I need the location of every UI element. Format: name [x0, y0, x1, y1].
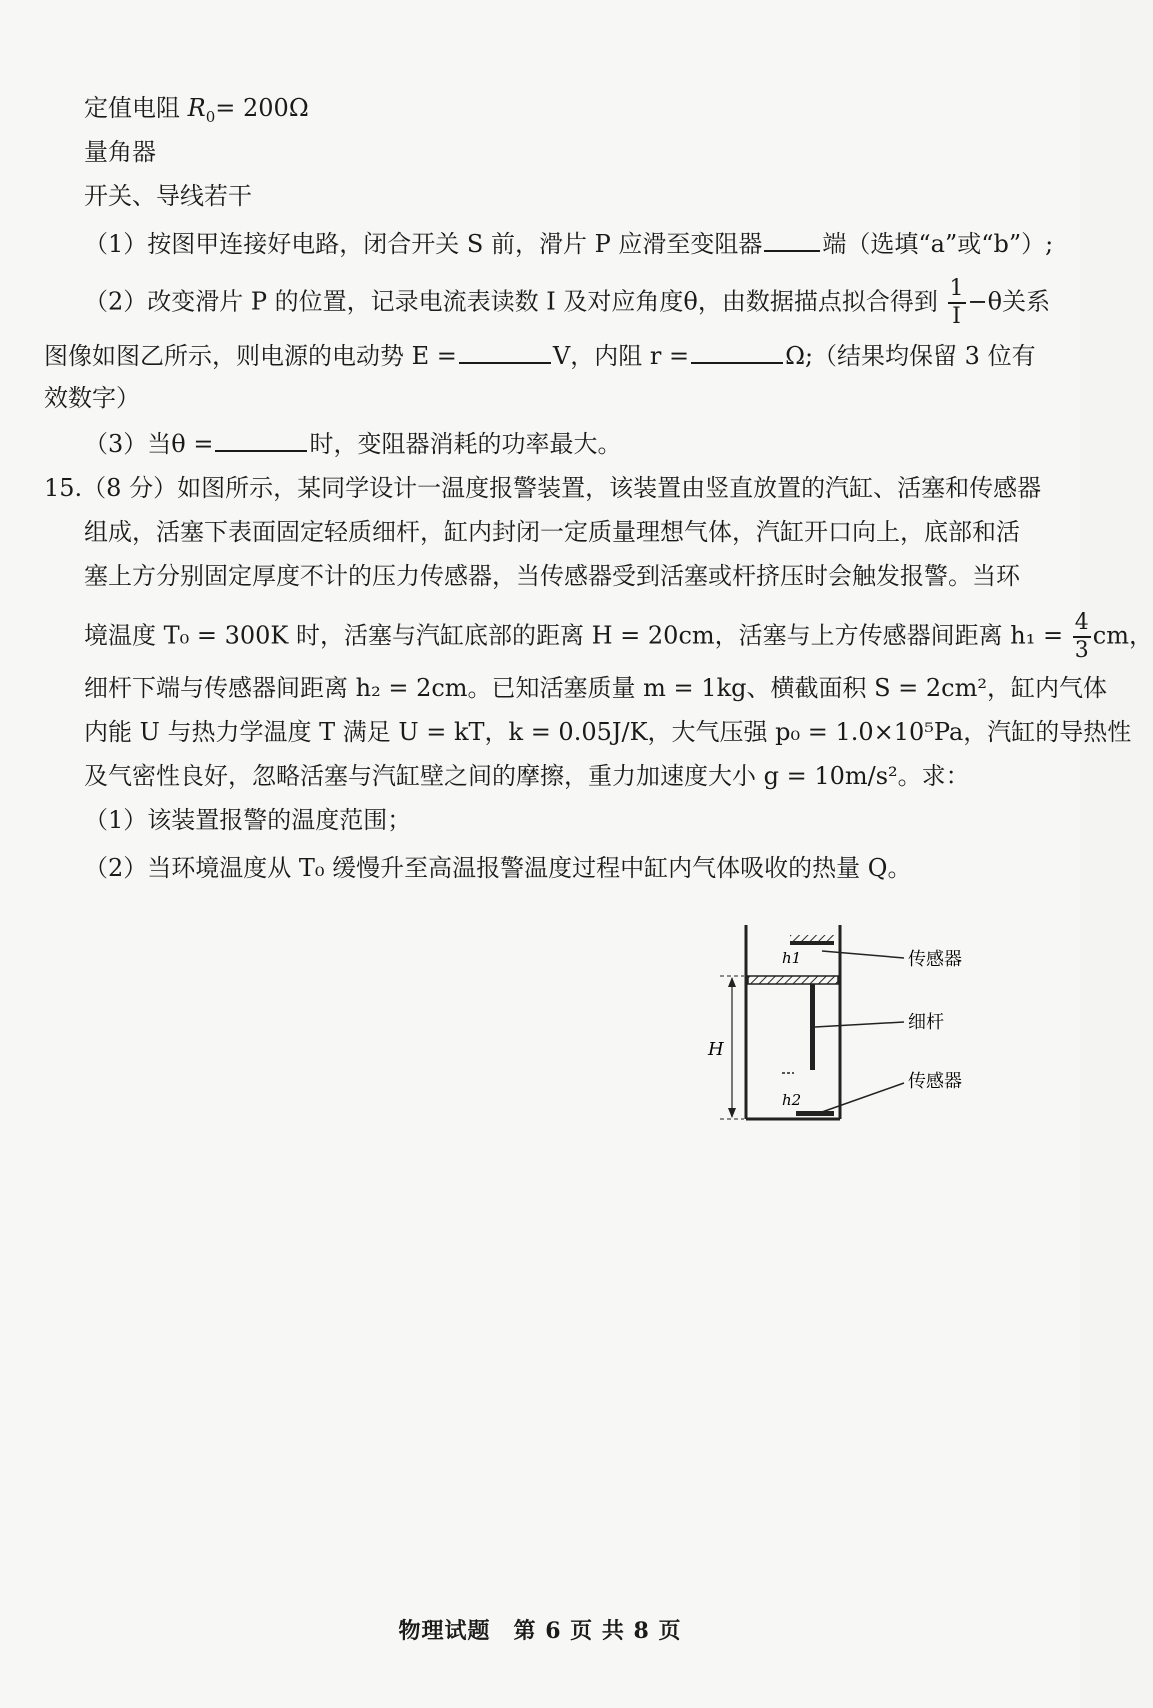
q15-line4: 境温度 T₀ = 300K 时，活塞与汽缸底部的距离 H = 20cm，活塞与上方传感器间距离 h₁ = $\frac{4}{3}$ cm，: [84, 610, 1153, 663]
q15-sub2: （2）当环境温度从 T₀ 缓慢升至高温报警温度过程中缸内气体吸收的热量 Q。: [84, 854, 912, 882]
label-h1: h1: [782, 949, 802, 967]
q15-line3: 塞上方分别固定厚度不计的压力传感器，当传感器受到活塞或杆挤压时会触发报警。当环: [84, 562, 1020, 590]
equipment-resistor: 定值电阻 $R_0= 200\Omega$: [84, 94, 309, 126]
bottom-sensor: [796, 1111, 834, 1116]
q15-line7: 及气密性良好，忽略活塞与汽缸壁之间的摩擦，重力加速度大小 g = 10m/s²。求：: [84, 762, 970, 790]
equipment-protractor: 量角器: [84, 138, 156, 166]
q15-line2: 组成，活塞下表面固定轻质细杆，缸内封闭一定质量理想气体，汽缸开口向上，底部和活: [84, 518, 1020, 546]
fraction-1-over-I: $\frac{1}{I}$: [949, 276, 964, 329]
label-sensor-bottom: 传感器: [908, 1071, 962, 1092]
q15-line5: 细杆下端与传感器间距离 h₂ = 2cm。已知活塞质量 m = 1kg、横截面积 S = 2cm²，缸内气体: [84, 674, 1107, 702]
answer-blank: [764, 228, 820, 252]
fraction-4-over-3: $\frac{4}{3}$: [1074, 610, 1089, 663]
label-rod: 细杆: [908, 1012, 944, 1033]
top-sensor-mount: [790, 935, 834, 941]
rod: [810, 984, 815, 1070]
label-H: H: [708, 1039, 724, 1060]
q14-part2-line2: 图像如图乙所示，则电源的电动势 E = V，内阻 r = Ω;（结果均保留 3 位有: [44, 342, 1036, 370]
q14-part2: （2）改变滑片 P 的位置，记录电流表读数 I 及对应角度θ，由数据描点拟合得到 $\frac{1}{I}$ −θ关系: [84, 276, 1051, 329]
equipment-switch-wires: 开关、导线若干: [84, 182, 252, 210]
q14-part1: （1）按图甲连接好电路，闭合开关 S 前，滑片 P 应滑至变阻器 端（选填“a”或“b”）;: [84, 230, 1054, 258]
answer-blank-theta: [215, 428, 307, 452]
piston: [748, 976, 838, 984]
top-sensor: [790, 941, 834, 945]
answer-blank-resistance: [691, 340, 783, 364]
label-h2: h2: [782, 1091, 802, 1109]
q15-line1: 15.（8 分）如图所示，某同学设计一温度报警装置，该装置由竖直放置的汽缸、活塞和传感器: [44, 474, 1042, 502]
page-footer: 物理试题 第 6 页 共 8 页: [398, 1618, 682, 1644]
cylinder-diagram: [700, 915, 1000, 1135]
q14-part2-line3: 效数字）: [44, 384, 140, 412]
q15-line6: 内能 U 与热力学温度 T 满足 U = kT，k = 0.05J/K，大气压强 p₀ = 1.0×10⁵Pa，汽缸的导热性: [84, 718, 1132, 746]
q14-part3: （3）当θ = 时，变阻器消耗的功率最大。: [84, 430, 622, 458]
label-sensor-top: 传感器: [908, 949, 962, 970]
answer-blank-emf: [459, 340, 551, 364]
q15-sub1: （1）该装置报警的温度范围；: [84, 806, 412, 834]
